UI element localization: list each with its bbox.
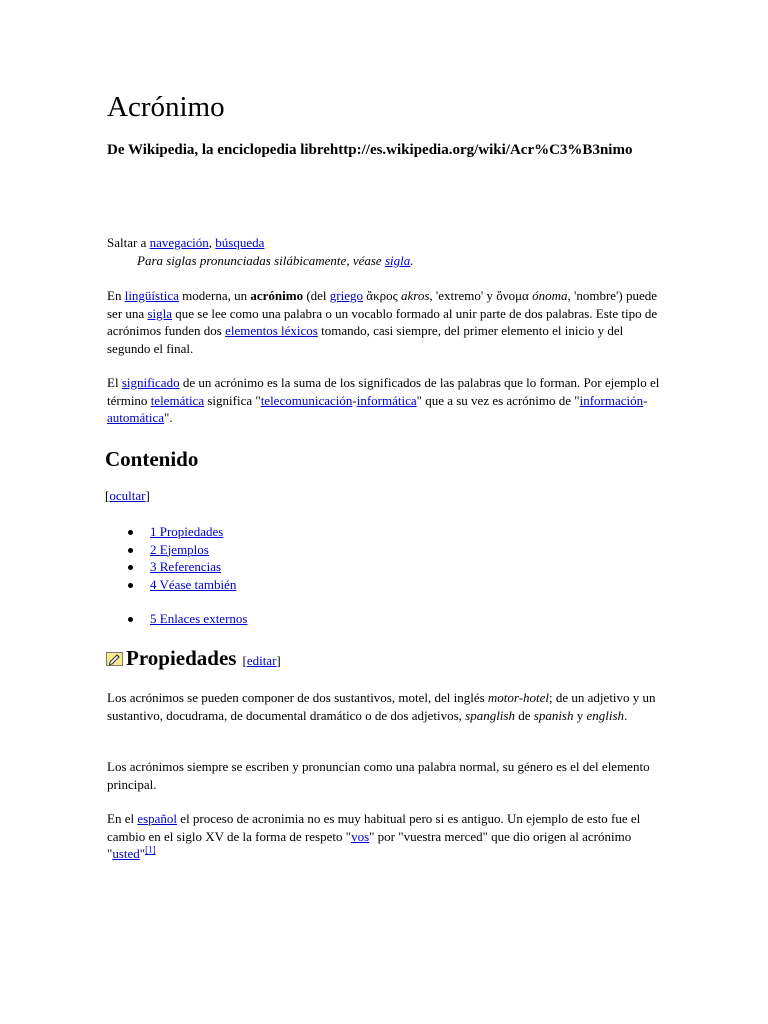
text-run: . bbox=[624, 707, 628, 723]
toc-item bbox=[128, 610, 247, 628]
edit-bracket: [ bbox=[242, 653, 247, 668]
link-usted[interactable]: usted bbox=[112, 846, 140, 861]
term-onoma: ónoma bbox=[532, 288, 568, 303]
link-griego[interactable]: griego bbox=[329, 288, 364, 303]
text-run: , 'nombre') puede ser una bbox=[107, 288, 658, 321]
navigation-link[interactable]: navegación bbox=[149, 235, 209, 250]
text-run: ἄκρος bbox=[363, 288, 402, 303]
edit-section-link[interactable]: editar bbox=[246, 653, 277, 668]
toc-link-enlaces-externos[interactable]: 5 Enlaces externos bbox=[150, 611, 248, 626]
text-run: " bbox=[139, 846, 146, 861]
toc-item bbox=[128, 576, 236, 594]
toc-link-vease-tambien[interactable]: 4 Véase también bbox=[150, 576, 237, 592]
edit-bracket: ] bbox=[276, 653, 281, 668]
propiedades-paragraph-3 bbox=[107, 810, 667, 863]
text-run: que se lee como una palabra o un vocablo formado al unir parte de dos palabras. Este tipo de acrónimos funden dos bbox=[107, 305, 658, 338]
jump-prefix: Saltar a bbox=[107, 235, 150, 250]
link-sigla[interactable]: sigla bbox=[147, 305, 172, 321]
toc-list-continued bbox=[128, 610, 247, 628]
text-run: - bbox=[643, 392, 648, 408]
page-source-line: De Wikipedia, la enciclopedia librehttp://es.wikipedia.org/wiki/Acr%C3%B3nimo bbox=[107, 142, 633, 158]
term-english: english bbox=[586, 707, 625, 723]
section-heading-propiedades bbox=[106, 645, 281, 671]
hatnote-end: . bbox=[410, 253, 414, 268]
link-vos[interactable]: vos bbox=[351, 828, 370, 844]
toc-bracket: [ bbox=[105, 488, 110, 503]
link-telecomunicacion[interactable]: telecomunicación bbox=[260, 392, 353, 408]
text-run: moderna, un bbox=[178, 288, 251, 303]
text-run: " por "vuestra merced" que dio origen al acrónimo " bbox=[107, 828, 632, 861]
toc-link-ejemplos[interactable]: 2 Ejemplos bbox=[150, 541, 209, 557]
section-title: Propiedades bbox=[126, 646, 237, 670]
text-run: de bbox=[514, 707, 534, 723]
toc-item bbox=[128, 541, 236, 559]
text-run: (del bbox=[303, 288, 330, 303]
link-informacion[interactable]: información bbox=[579, 392, 644, 408]
text-run: de un acrónimo es la suma de los significados de las palabras que lo forman. Por ejemplo el término bbox=[107, 375, 660, 408]
term-acronimo: acrónimo bbox=[250, 288, 304, 303]
link-telematica[interactable]: telemática bbox=[150, 392, 205, 408]
term-spanish: spanish bbox=[533, 707, 574, 723]
text-run: tomando, casi siempre, del primer elemento el inicio y del segundo el final. bbox=[107, 323, 624, 356]
text-run: el proceso de acronimia no es muy habitual pero si es antiguo. Un ejemplo de esto fue el cambio en el siglo XV de la forma de respeto " bbox=[107, 811, 641, 844]
hatnote-text: Para siglas pronunciadas silábicamente, véase bbox=[137, 253, 385, 268]
jump-separator: , bbox=[208, 235, 216, 250]
term-akros: akros bbox=[401, 288, 430, 303]
text-run: significa " bbox=[204, 392, 261, 408]
page-title: Acrónimo bbox=[107, 91, 225, 123]
toc-item bbox=[128, 523, 236, 541]
propiedades-paragraph-2: Los acrónimos siempre se escriben y pronuncian como una palabra normal, su género es el del elemento principal. bbox=[107, 759, 650, 792]
link-automatica[interactable]: automática bbox=[107, 410, 165, 425]
toc-toggle bbox=[105, 488, 150, 504]
link-elementos-lexicos[interactable]: elementos léxicos bbox=[225, 323, 318, 338]
text-run: , 'extremo' y ὄνομα bbox=[429, 288, 533, 303]
toc-item bbox=[128, 558, 236, 576]
hatnote-sigla-link[interactable]: sigla bbox=[384, 253, 411, 268]
search-link[interactable]: búsqueda bbox=[215, 235, 265, 250]
jump-links bbox=[107, 235, 264, 251]
link-espanol[interactable]: español bbox=[137, 811, 178, 826]
section-edit-group bbox=[242, 653, 280, 669]
intro-paragraph-1 bbox=[107, 287, 667, 357]
text-run: El bbox=[107, 375, 122, 390]
toc-link-referencias[interactable]: 3 Referencias bbox=[150, 559, 222, 574]
toc-link-propiedades[interactable]: 1 Propiedades bbox=[150, 524, 224, 539]
link-informatica[interactable]: informática bbox=[356, 392, 417, 408]
intro-paragraph-2 bbox=[107, 374, 667, 427]
link-significado[interactable]: significado bbox=[121, 375, 180, 390]
text-run: ". bbox=[164, 410, 173, 425]
toc-list bbox=[128, 523, 236, 593]
text-run: Los acrónimos se pueden componer de dos sustantivos, motel, del inglés bbox=[107, 690, 488, 705]
reference-marker bbox=[145, 845, 156, 855]
link-linguistica[interactable]: lingüística bbox=[124, 288, 179, 303]
text-run: y bbox=[573, 707, 587, 723]
toc-title: Contenido bbox=[105, 447, 199, 471]
text-run: - bbox=[352, 392, 357, 408]
toc-bracket: ] bbox=[145, 488, 150, 503]
term-motor-hotel: motor-hotel bbox=[487, 690, 550, 705]
propiedades-paragraph-1 bbox=[107, 689, 667, 724]
text-run: " que a su vez es acrónimo de " bbox=[416, 392, 580, 408]
toc-hide-link[interactable]: ocultar bbox=[109, 488, 146, 503]
edit-pencil-icon bbox=[106, 652, 123, 666]
text-run: En el bbox=[107, 811, 138, 826]
term-spanglish: spanglish bbox=[465, 707, 515, 723]
hatnote bbox=[137, 253, 413, 269]
reference-link-1[interactable]: [1] bbox=[145, 844, 156, 855]
text-run: ; de un adjetivo y un sustantivo, docudrama, de documental dramático o de dos adjetivos, bbox=[107, 690, 656, 723]
text-run: En bbox=[107, 288, 125, 303]
